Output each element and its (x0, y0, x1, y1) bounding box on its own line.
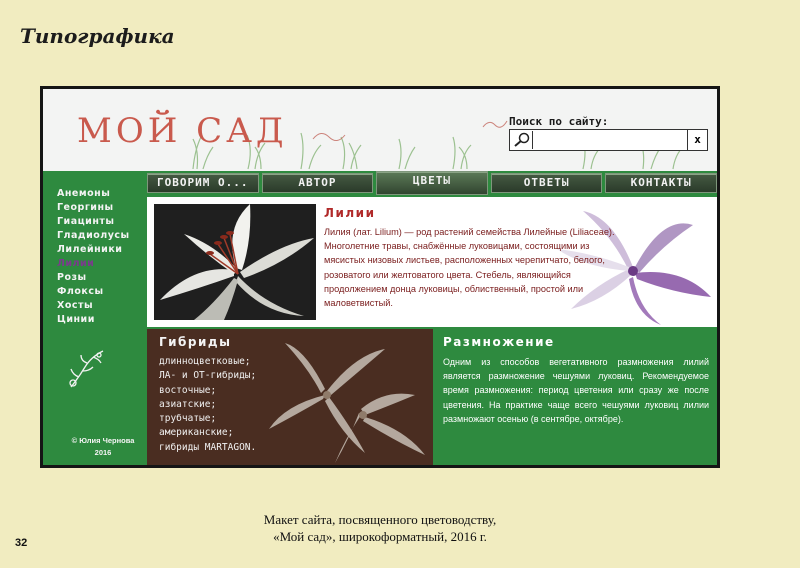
article-text: Лилия (лат. Lilium) — род растений семейства Лилейные (Liliaceae). Многолетние травы, снабжённые луковицами, состоящими из мясистых низовых листьев, расположенных черепитчато, белого, розоватого или желтоватого цвета. Стебель, являющийся продолжением донца луковицы, облиственный, простой или маловетвистый. (324, 227, 615, 309)
propagation-text: Одним из способов вегетативного размножения лилий является размножение чешуями луковиц. Рекомендуемое время размножения: период цветения или сразу же после цветения. На практике чаще всего чешуями луковиц лилии размножают осенью (в сентябре, октябре). (443, 357, 709, 424)
sidebar-item-gladioli[interactable]: Гладиолусы (57, 230, 130, 241)
sidebar-item-hostas[interactable]: Хосты (57, 300, 94, 311)
floral-ornament-icon (65, 347, 109, 391)
book-header: Типографика (20, 24, 175, 48)
list-item: восточные; (159, 384, 217, 396)
hybrids-title: Гибриды (159, 335, 232, 349)
sidebar-item-lilies[interactable]: Лилии (57, 258, 95, 269)
tab-contacts[interactable]: КОНТАКТЫ (605, 173, 717, 193)
site-banner (43, 89, 717, 171)
site-logo[interactable]: МОЙ САД (77, 111, 288, 151)
search-box (509, 129, 708, 151)
copyright-author: © Юлия Чернова (71, 436, 135, 445)
hybrids-list (159, 355, 256, 455)
search-label: Поиск по сайту: (509, 115, 609, 128)
list-item: длинноцветковые; (159, 356, 251, 367)
main-nav (147, 171, 717, 195)
sidebar-item-phloxes[interactable]: Флоксы (57, 286, 104, 297)
article-title: Лилии (324, 206, 376, 220)
caption-line-2: «Мой сад», широкоформатный, 2016 г. (273, 529, 487, 544)
list-item: ЛА- и ОТ-гибриды; (159, 370, 257, 382)
list-item: азиатские; (159, 398, 217, 410)
copyright-year: 2016 (94, 448, 112, 457)
propagation-panel (433, 329, 717, 465)
tab-about[interactable]: ГОВОРИМ О... (147, 173, 259, 193)
copyright (53, 435, 153, 459)
sidebar (57, 187, 147, 327)
hybrids-panel (147, 329, 433, 465)
sidebar-item-anemones[interactable]: Анемоны (57, 188, 111, 199)
sidebar-item-roses[interactable]: Розы (57, 272, 87, 283)
magnifier-icon[interactable] (511, 131, 533, 149)
lily-article (147, 197, 717, 327)
white-lily-photo (154, 204, 316, 320)
caption-line-1: Макет сайта, посвященного цветоводству, (263, 512, 497, 527)
page-number: 32 (15, 537, 28, 549)
list-item: трубчатые; (159, 413, 217, 425)
list-item: гибриды MARTAGON. (159, 441, 257, 453)
figure-caption (240, 511, 520, 545)
search-input[interactable] (534, 131, 684, 149)
sidebar-item-hyacinths[interactable]: Гиацинты (57, 216, 115, 227)
sepia-lily-image (265, 329, 433, 465)
search-clear-button[interactable]: x (687, 130, 707, 150)
sidebar-item-zinnias[interactable]: Цинии (57, 314, 95, 325)
tab-author[interactable]: АВТОР (262, 173, 374, 193)
sidebar-item-dahlias[interactable]: Георгины (57, 202, 114, 213)
tab-flowers[interactable]: ЦВЕТЫ (376, 171, 488, 195)
website-mockup (40, 86, 720, 468)
propagation-title: Размножение (443, 335, 555, 349)
list-item: американские; (159, 427, 234, 439)
tab-answers[interactable]: ОТВЕТЫ (491, 173, 603, 193)
sidebar-item-daylilies[interactable]: Лилейники (57, 244, 123, 255)
